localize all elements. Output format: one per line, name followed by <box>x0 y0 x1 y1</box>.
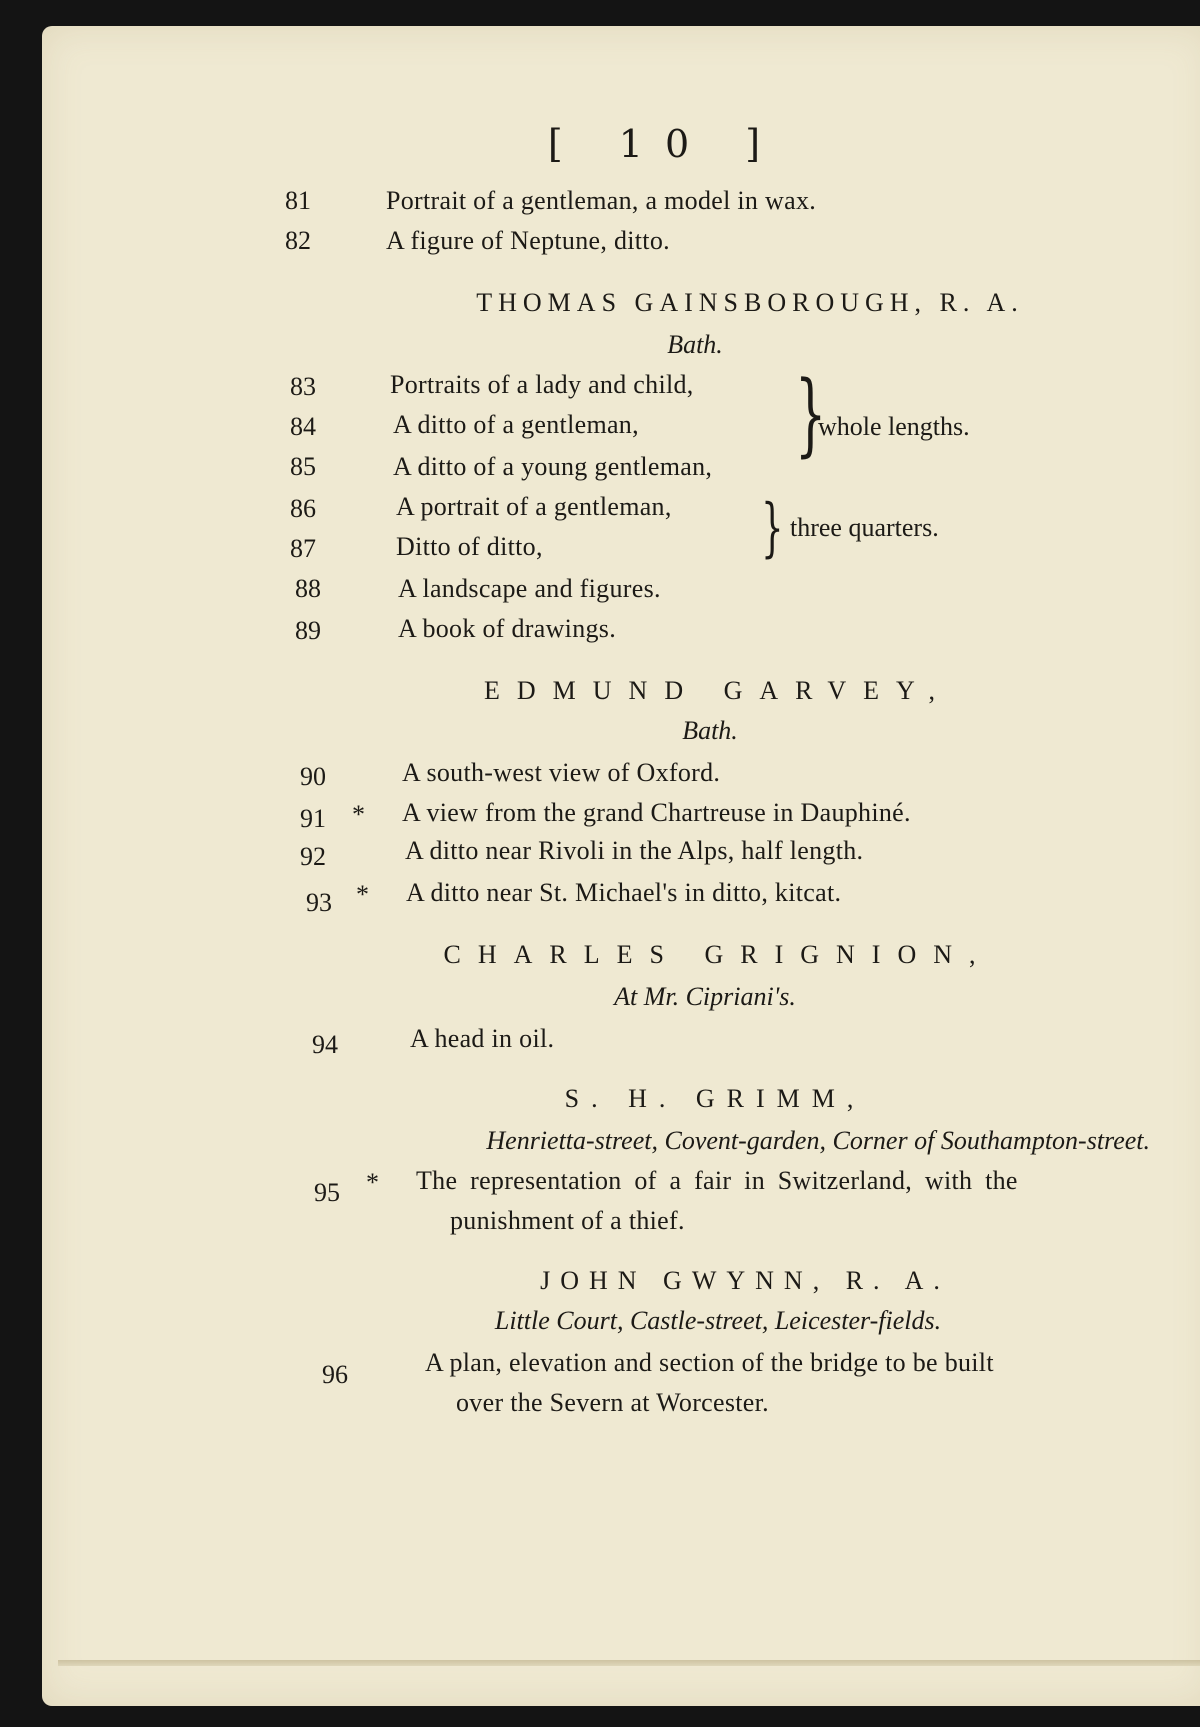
artist-address: Bath. <box>667 330 723 359</box>
entry-number: 92 <box>300 842 326 871</box>
entry-text: A ditto near St. Michael's in ditto, kitcat. <box>406 878 842 907</box>
entry-number: 89 <box>295 616 321 645</box>
entry-text: A south-west view of Oxford. <box>402 758 721 787</box>
artist-name: CHARLES GRIGNION, <box>443 940 993 969</box>
entry-number: 83 <box>290 372 316 401</box>
brace-icon: } <box>794 362 827 467</box>
entry-text: A ditto near Rivoli in the Alps, half length. <box>405 836 864 865</box>
entry-text-continued: over the Severn at Worcester. <box>456 1388 769 1417</box>
entry-text: A view from the grand Chartreuse in Dauphiné. <box>402 798 911 827</box>
entry-number: 91 <box>300 804 326 833</box>
entry-text: A figure of Neptune, ditto. <box>386 226 670 255</box>
entry-number: 82 <box>285 226 311 255</box>
entry-number: 88 <box>295 574 321 603</box>
artist-address: At Mr. Cipriani's. <box>614 982 796 1011</box>
entry-number: 84 <box>290 412 316 441</box>
entry-text: A book of drawings. <box>398 614 617 643</box>
entry-text-continued: punishment of a thief. <box>450 1206 685 1235</box>
asterisk-icon: * <box>352 800 365 829</box>
brace-icon: } <box>761 491 784 565</box>
artist-name: THOMAS GAINSBOROUGH, R. A. <box>476 288 1024 317</box>
asterisk-icon: * <box>356 880 369 909</box>
entry-text: A ditto of a gentleman, <box>393 410 639 439</box>
entry-text: Ditto of ditto, <box>396 532 543 561</box>
artist-name: EDMUND GARVEY, <box>483 676 952 705</box>
entry-text: The representation of a fair in Switzerland, with the <box>416 1166 1018 1195</box>
group-note: three quarters. <box>790 513 939 542</box>
entry-number: 87 <box>290 534 316 563</box>
page-number: [ 10 ] <box>547 122 783 166</box>
entry-text: A ditto of a young gentleman, <box>393 452 713 481</box>
asterisk-icon: * <box>366 1168 379 1197</box>
entry-text: A portrait of a gentleman, <box>396 492 672 521</box>
entry-text: A landscape and figures. <box>398 574 661 603</box>
entry-number: 95 <box>314 1178 340 1207</box>
entry-number: 81 <box>285 186 311 215</box>
entry-number: 96 <box>322 1360 348 1389</box>
entry-number: 93 <box>306 888 332 917</box>
entry-text: Portraits of a lady and child, <box>390 370 694 399</box>
artist-address: Bath. <box>682 716 738 745</box>
entry-number: 86 <box>290 494 316 523</box>
artist-address: Little Court, Castle-street, Leicester-fields. <box>494 1306 942 1335</box>
entry-text: Portrait of a gentleman, a model in wax. <box>386 186 817 215</box>
entry-text: A head in oil. <box>410 1024 555 1053</box>
entry-number: 90 <box>300 762 326 791</box>
entry-number: 94 <box>312 1030 338 1059</box>
group-note: whole lengths. <box>818 412 970 441</box>
entry-number: 85 <box>290 452 316 481</box>
book-page <box>42 26 1200 1706</box>
artist-name: JOHN GWYNN, R. A. <box>540 1266 950 1295</box>
entry-text: A plan, elevation and section of the bridge to be built <box>425 1348 994 1377</box>
artist-address: Henrietta-street, Covent-garden, Corner of Southampton-street. <box>486 1126 1150 1155</box>
page-edge <box>58 1660 1200 1666</box>
artist-name: S. H. GRIMM, <box>564 1084 866 1113</box>
